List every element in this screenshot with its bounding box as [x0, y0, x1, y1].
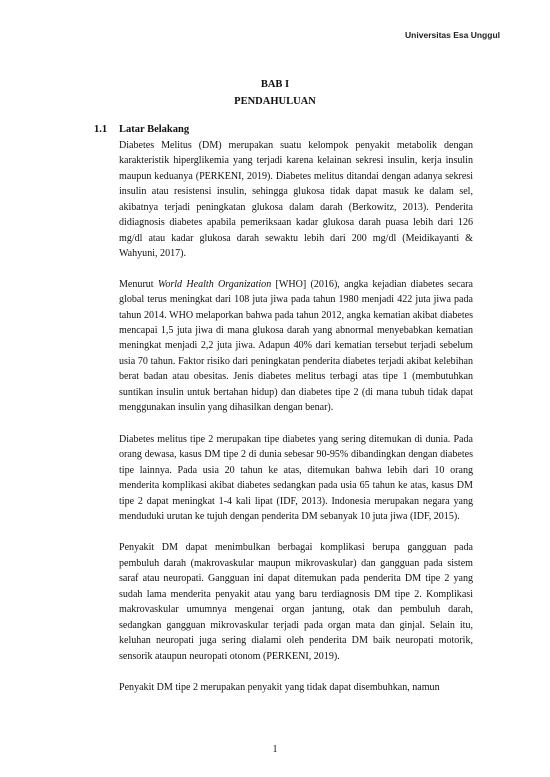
page-number: 1	[272, 744, 278, 755]
body-text	[119, 138, 473, 712]
paragraph-5: Penyakit DM tipe 2 merupakan penyakit yang tidak dapat disembuhkan, namun	[119, 682, 440, 694]
paragraph-3: Diabetes melitus tipe 2 merupakan tipe diabetes yang sering ditemukan di dunia. Pada orang dewasa, kasus DM tipe 2 di dunia sebesar 90-95% dibandingkan dengan diabetes tipe lainnya. Pada usia 20 tahun ke atas, ditemukan bahwa lebih dari 10 orang menderita komplikasi akibat diabetes sedangkan pada usia 65 tahun ke atas, kasus DM tipe 2 dapat meningkat 1-4 kali lipat (IDF, 2013). Indonesia merupakan negara yang menduduki urutan ke tujuh dengan penderita DM sebanyak 10 juta jiwa (IDF, 2015).	[119, 433, 473, 522]
section-title: Latar Belakang	[119, 124, 190, 135]
paragraph-4: Penyakit DM dapat menimbulkan berbagai komplikasi berupa gangguan pada pembuluh darah (makrovaskular maupun mikrovaskular) dan gangguan pada sistem saraf atau neuropati. Gangguan ini dapat ditemukan pada penderita DM tipe 2 yang sudah lama menderita penyakit atau yang baru terdiagnosis DM tipe 2. Komplikasi makrovaskular umumnya mengenai organ jantung, otak dan pembuluh darah, sedangkan gangguan mikrovaskular terjadi pada organ mata dan ginjal. Selain itu, keluhan neuropati juga sering dialami oleh penderita DM baik neuropati motorik, sensorik ataupun neuropati otonom (PERKENI, 2019).	[119, 542, 473, 662]
section-heading	[94, 124, 189, 135]
paragraph-2	[119, 277, 473, 416]
who-term: World Health Organization	[157, 278, 272, 290]
chapter-title: PENDAHULUAN	[234, 96, 316, 107]
paragraph-2-rest: [WHO] (2016), angka kejadian diabetes secara global terus meningkat dari 108 juta jiwa pada tahun 1980 menjadi 422 juta jiwa pada tahun 2014. WHO melaporkan bahwa pada tahun 2012, angka kematian akibat diabetes mencapai 1,5 juta jiwa di mana glukosa darah yang abnormal menyebabkan kematian meningkat menjadi 2,2 juta jiwa. Adapun 40% dari kematian tersebut terjadi sebelum usia 70 tahun. Faktor risiko dari peningkatan penderita diabetes terjadi akibat kelebihan berat badan atau obesitas. Jenis diabetes melitus terbagi atas tipe 1 (membutuhkan suntikan insulin untuk bertahan hidup) dan diabetes tipe 2 (di mana tubuh tidak dapat menggunakan insulin yang dihasilkan dengan benar).	[119, 278, 473, 414]
running-header: Universitas Esa Unggul	[405, 30, 500, 40]
paragraph-1: Diabetes Melitus (DM) merupakan suatu kelompok penyakit metabolik dengan karakteristik hiperglikemia yang terjadi karena kelainan sekresi insulin, kerja insulin maupun keduanya (PERKENI, 2019). Diabetes melitus ditandai dengan adanya sekresi insulin atau resistensi insulin, sehingga glukosa tidak dapat masuk ke dalam sel, akibatnya terjadi peningkatan glukosa dalam darah (Berkowitz, 2013). Penderita didiagnosis diabetes apabila pemeriksaan kadar glukosa darah puasa lebih dari 126 mg/dl atau kadar glukosa darah sewaktu lebih dari 200 mg/dl (Meidikayanti & Wahyuni, 2017).	[119, 140, 473, 260]
paragraph-2-lead: Menurut	[119, 278, 158, 290]
chapter-number: BAB I	[260, 79, 290, 90]
section-number: 1.1	[94, 124, 108, 135]
